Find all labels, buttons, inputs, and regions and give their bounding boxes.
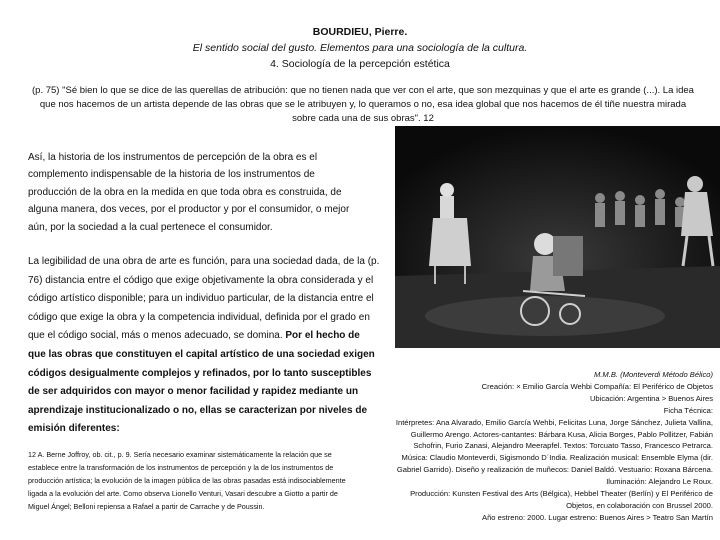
- body-paragraph-2: [28, 253, 380, 439]
- credits-line: Intérpretes: Ana Alvarado, Emilio García Wehbi, Felicitas Luna, Jorge Sánchez, Julieta Vallina, Guillermo Arengo. Actores-cantantes: Bárbara Kusa, Alicia Borges, Pablo Pollitzer, Fabián Schofrin, Furio Zanasi, Alejandro Meerapfel. Textos: Torcuato Tasso, Francesco Petrarca. Música: Claudio Monteverdi, Sigismondo D´India. Realización musical: Ensemble Elyma (dir. Gabriel Garrido). Diseño y realización de muñecos: Daniel Baldó. Vestuario: Roxana Bárcena. Iluminación: Alejandro Le Roux.: [395, 417, 713, 487]
- credits-line: Ficha Técnica:: [663, 405, 713, 415]
- credits-line: Producción: Kunsten Festival des Arts (Bélgica), Hebbel Theater (Berlín) y El Periférico de Objetos, en colaboración con Brussel 2000.: [410, 489, 713, 510]
- book-title: El sentido social del gusto. Elementos para una sociología de la cultura.: [192, 42, 528, 54]
- credits-line: Creación: × Emilio García Wehbi Compañía: El Periférico de Objetos: [481, 381, 713, 391]
- credits-line: Ubicación: Argentina > Buenos Aires: [589, 393, 713, 403]
- footnote: 12 A. Berne Joffroy, ob. cit., p. 9. Sería necesario examinar sistemáticamente la relación que se establece entre la transformación de los instrumentos de percepción y la de los instrumentos de producción artística; la evolución de la imagen pública de las obras pasadas está indisociablemente ligada a la evolución del arte. Como observa Lionello Venturi, Vasari descubre a Giotto a partir de Miguel Ángel; Belloni repiensa a Rafael a partir de Carrache y de Poussin.: [28, 450, 346, 512]
- stage-photo: [395, 126, 720, 348]
- credits-block: [395, 369, 713, 524]
- stage-photo-icon: [395, 126, 720, 348]
- quote-block: (p. 75) "Sé bien lo que se dice de las querellas de atribución: que no tienen nada que ver con el arte, que son mezquinas y que el arte es grande (...). La idea que nos hacemos de un artista depende de las obras que se le atribuyen y, lo queramos o no, esa idea global que nos hacemos de él tiñe nuestra mirada sobre cada una de sus obras". 12: [32, 85, 694, 124]
- paragraph-2-intro: La legibilidad de una obra de arte es función, para una sociedad dada, de la (p. 76) distancia entre el código que exige objetivamente la obra considerada y el código artístico disponible; para un individuo particular, de la distancia entre el código que exige la obra y la competencia individual, definida por el grado en que el código social, más o menos adecuado, se domina.: [28, 256, 380, 342]
- chapter-title: 4. Sociología de la percepción estética: [270, 58, 450, 70]
- paragraph-2-bold: Por el hecho de que las obras que constituyen el capital artístico de una sociedad exigen códigos desigualmente complejos y refinados, por lo tanto susceptibles de ser adquiridos con mayor o menor facilidad y rapidez mediante un aprendizaje institucionalizado o no, ellas se caracterizan por niveles de emisión diferentes:: [28, 330, 375, 435]
- body-paragraph-1: Así, la historia de los instrumentos de percepción de la obra es el complemento indispensable de la historia de los instrumentos de producción de la obra en la medida en que toda obra es construida, de alguna manera, dos veces, por el productor y por el consumidor, o mejor aún, por la sociedad a la cual pertenece el consumidor.: [28, 152, 350, 233]
- credits-heading: M.M.B. (Monteverdi Método Bélico): [593, 370, 713, 379]
- credits-line: Año estreno: 2000. Lugar estreno: Buenos Aires > Teatro San Martín: [482, 512, 713, 522]
- author-name: BOURDIEU, Pierre.: [312, 26, 408, 38]
- document-header: [0, 24, 720, 72]
